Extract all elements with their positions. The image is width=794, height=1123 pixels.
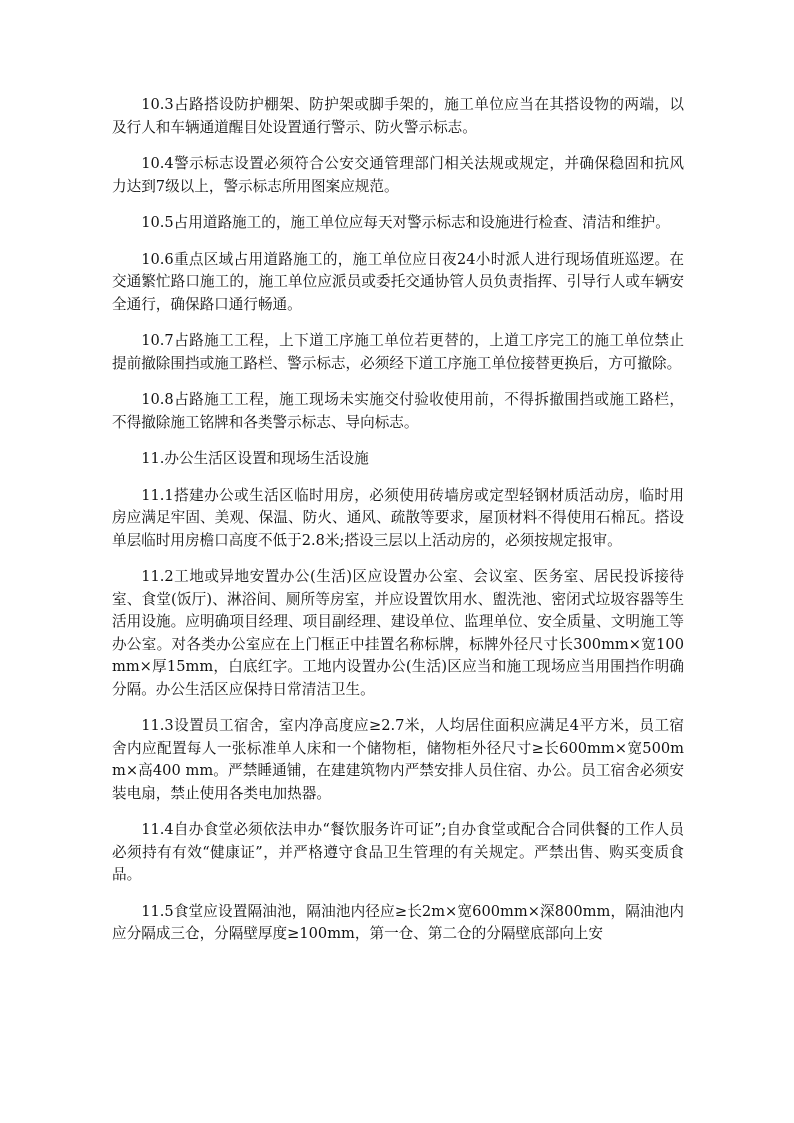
paragraph-11-4: 11.4自办食堂必须依法申办“餐饮服务许可证”;自办食堂或配合合同供餐的工作人员必须持有有效“健康证”，并严格遵守食品卫生管理的有关规定。严禁出售、购买变质食品。 [112, 821, 684, 883]
paragraph-11-1: 11.1搭建办公或生活区临时用房，必须使用砖墙房或定型轻钢材质活动房，临时用房应满足牢固、美观、保温、防火、通风、疏散等要求，屋顶材料不得使用石棉瓦。搭设单层临时用房檐口高度不低于2.8米;搭设三层以上活动房的，必须按规定报审。 [112, 486, 684, 549]
paragraph-11-5: 11.5食堂应设置隔油池，隔油池内径应≥长2m×宽600mm×深800mm，隔油池内应分隔成三仓，分隔壁厚度≥100mm，第一仓、第二仓的分隔壁底部向上安 [112, 902, 684, 942]
paragraph-10-7: 10.7占路施工工程，上下道工序施工单位若更替的，上道工序完工的施工单位禁止提前撤除围挡或施工路栏、警示标志，必须经下道工序施工单位接替更换后，方可撤除。 [112, 332, 684, 372]
paragraph-10-5: 10.5占用道路施工的，施工单位应每天对警示标志和设施进行检查、清洁和维护。 [141, 214, 670, 231]
paragraph-10-3: 10.3占路搭设防护棚架、防护架或脚手架的，施工单位应当在其搭设物的两端，以及行人和车辆通道醒目处设置通行警示、防火警示标志。 [112, 96, 684, 136]
paragraph-10-6: 10.6重点区域占用道路施工的，施工单位应日夜24小时派人进行现场值班巡逻。在交通繁忙路口施工的，施工单位应派员或委托交通协管人员负责指挥、引导行人或车辆安全通行，确保路口通行畅通。 [112, 250, 684, 313]
document-body [112, 94, 684, 960]
section-heading-11: 11.办公生活区设置和现场生活设施 [141, 450, 369, 467]
paragraph-11-3: 11.3设置员工宿舍，室内净高度应≥2.7米，人均居住面积应满足4平方米，员工宿舍内应配置每人一张标准单人床和一个储物柜，储物柜外径尺寸≥长600mm×宽500mm×高400 mm。严禁睡通铺，在建建筑物内严禁安排人员住宿、办公。员工宿舍必须安装电扇，禁止使用各类电加热器。 [112, 717, 684, 802]
paragraph-10-4: 10.4警示标志设置必须符合公安交通管理部门相关法规或规定，并确保稳固和抗风力达到7级以上，警示标志所用图案应规范。 [112, 155, 684, 195]
paragraph-11-2: 11.2工地或异地安置办公(生活)区应设置办公室、会议室、医务室、居民投诉接待室、食堂(饭厅)、淋浴间、厕所等房室，并应设置饮用水、盥洗池、密闭式垃圾容器等生活用设施。应明确项目经理、项目副经理、建设单位、监理单位、安全质量、文明施工等办公室。对各类办公室应在上门框正中挂置名称标牌，标牌外径尺寸长300mm×宽100mm×厚15mm，白底红字。工地内设置办公(生活)区应当和施工现场应当用围挡作明确分隔。办公生活区应保持日常清洁卫生。 [112, 568, 684, 698]
paragraph-10-8: 10.8占路施工工程，施工现场未实施交付验收使用前，不得拆撤围挡或施工路栏，不得撤除施工铭牌和各类警示标志、导向标志。 [112, 391, 684, 431]
